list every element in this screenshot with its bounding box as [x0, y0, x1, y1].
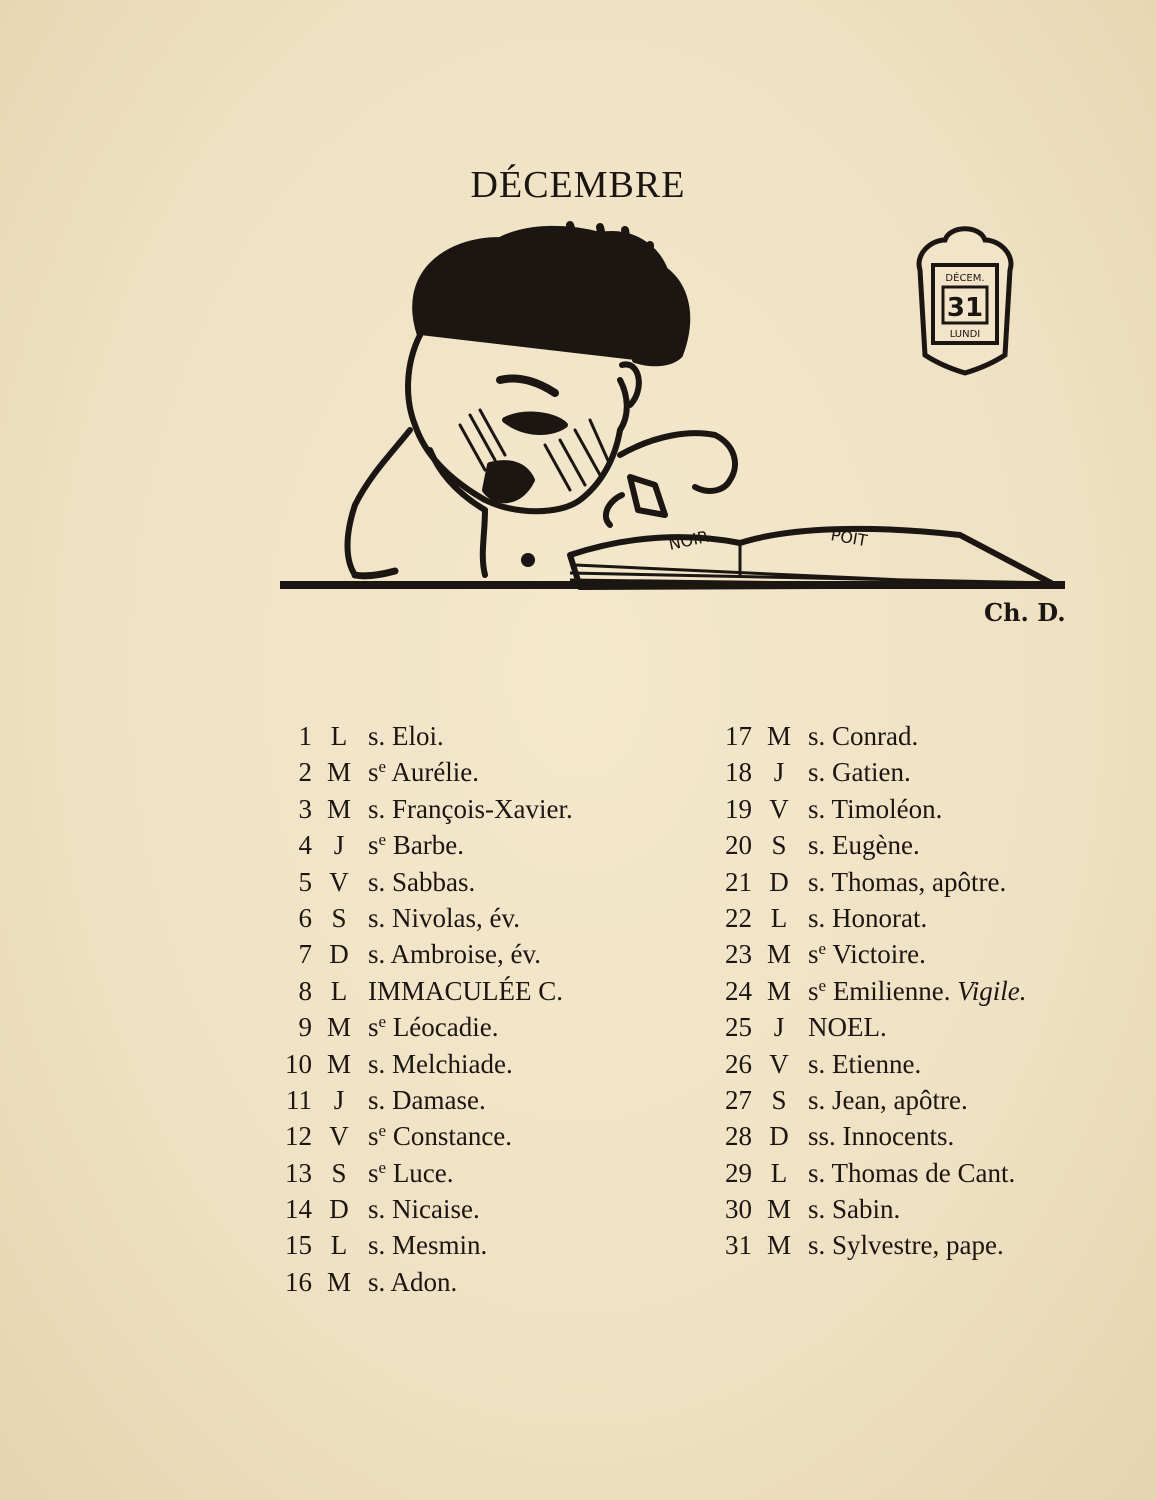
saint-name [808, 754, 911, 790]
saint-name [808, 1118, 954, 1154]
day-number: 19 [725, 793, 752, 824]
saint-label: Victoire. [832, 939, 926, 970]
saint-label: Aurélie. [391, 757, 480, 788]
saint-name [808, 827, 920, 863]
saint-prefix: s. [368, 939, 386, 970]
saint-label: Sabbas. [392, 866, 476, 897]
saint-name [368, 1155, 454, 1191]
saint-label: Honorat. [832, 902, 928, 933]
weekday-letter: D [769, 1121, 789, 1152]
saint-prefix: ss. [808, 1121, 836, 1152]
day-number: 16 [285, 1266, 312, 1297]
saint-prefix: s. [808, 793, 826, 824]
saint-label: Barbe. [392, 830, 465, 861]
saint-prefix: s. [808, 1084, 826, 1115]
saint-label: Mesmin. [392, 1230, 488, 1261]
saint-name [808, 1155, 1015, 1191]
saint-prefix: s. [808, 757, 826, 788]
saint-name [368, 827, 464, 863]
saint-name [368, 1264, 457, 1300]
saint-label: Thomas de Cant. [831, 1157, 1016, 1188]
weekday-letter: D [769, 866, 789, 897]
saint-prefix: s. [808, 1230, 826, 1261]
weekday-letter: L [770, 1157, 788, 1188]
day-number: 3 [298, 793, 312, 824]
saint-name [808, 1009, 887, 1045]
saint-name [808, 791, 942, 827]
saint-prefix: $s^e$ [368, 1121, 387, 1152]
vigil-note: Vigile. [957, 975, 1027, 1006]
day-number: 4 [298, 830, 312, 861]
wall-calendar-day: 31 [946, 293, 984, 323]
day-number: 6 [298, 902, 312, 933]
weekday-letter: L [330, 1230, 348, 1261]
weekday-letter: S [771, 1084, 787, 1115]
saint-label: Constance. [392, 1121, 513, 1152]
weekday-letter: V [329, 866, 349, 897]
saint-name [368, 900, 520, 936]
saint-name [368, 754, 479, 790]
weekday-letter: L [770, 902, 788, 933]
day-number: 29 [725, 1157, 752, 1188]
weekday-letter: D [329, 1194, 349, 1225]
page-title: DÉCEMBRE [470, 164, 686, 206]
saint-name [368, 1191, 480, 1227]
weekday-letter: J [773, 1012, 785, 1043]
saint-prefix: s. [368, 1230, 386, 1261]
saint-prefix: $s^e$ [368, 1157, 387, 1188]
book-right-text: POIT [829, 525, 869, 551]
saint-name [368, 718, 444, 754]
saint-name [368, 1046, 513, 1082]
saint-name [368, 1009, 499, 1045]
saint-prefix: $s^e$ [808, 975, 827, 1006]
saint-label: Luce. [392, 1157, 454, 1188]
saint-prefix: s. [808, 902, 826, 933]
saint-label: Damase. [392, 1084, 486, 1115]
day-number: 28 [725, 1121, 752, 1152]
saint-label: NOEL. [808, 1012, 887, 1043]
weekday-letter: M [766, 1194, 791, 1225]
weekday-letter: J [333, 1084, 345, 1115]
day-number: 18 [725, 757, 752, 788]
day-number: 14 [285, 1194, 312, 1225]
day-number: 7 [298, 939, 312, 970]
saint-label: Jean, apôtre. [832, 1084, 968, 1115]
day-number: 5 [298, 866, 312, 897]
saint-label: François-Xavier. [392, 793, 573, 824]
saint-prefix: s. [368, 902, 386, 933]
saint-label: Timoléon. [831, 793, 943, 824]
saint-prefix: $s^e$ [368, 830, 387, 861]
weekday-letter: D [329, 939, 349, 970]
saint-label: Innocents. [842, 1121, 955, 1152]
saint-name [808, 864, 1006, 900]
weekday-letter: J [773, 757, 785, 788]
saint-prefix: s. [808, 1048, 826, 1079]
day-number: 22 [725, 902, 752, 933]
saint-name [808, 1082, 968, 1118]
open-book [570, 525, 1055, 587]
day-number: 27 [725, 1084, 752, 1115]
day-number: 1 [298, 721, 312, 751]
weekday-letter: M [326, 793, 351, 824]
saint-label: IMMACULÉE C. [368, 975, 563, 1006]
day-number: 21 [725, 866, 752, 897]
day-list [0, 718, 1156, 1298]
reader-figure [348, 225, 736, 576]
day-number: 17 [725, 721, 752, 751]
day-number: 8 [298, 975, 312, 1006]
saint-prefix: $s^e$ [368, 1012, 387, 1043]
saint-prefix: s. [808, 866, 826, 897]
saint-label: Thomas, apôtre. [831, 866, 1007, 897]
saint-label: Etienne. [832, 1048, 922, 1079]
weekday-letter: M [766, 1230, 791, 1261]
weekday-letter: V [769, 1048, 789, 1079]
saint-label: Adon. [390, 1266, 458, 1297]
weekday-letter: J [333, 830, 345, 861]
day-number: 9 [298, 1012, 312, 1043]
saint-label: Gatien. [832, 757, 911, 788]
artist-signature: Ch. D. [984, 598, 1066, 627]
saint-prefix: s. [368, 1266, 386, 1297]
wall-calendar-weekday: LUNDI [949, 329, 981, 340]
day-number: 13 [285, 1157, 312, 1188]
saint-name [808, 936, 926, 972]
day-number: 15 [285, 1230, 312, 1261]
saint-label: Emilienne. [832, 975, 951, 1006]
weekday-letter: M [326, 1048, 351, 1079]
day-number: 12 [285, 1121, 312, 1152]
saint-prefix: s. [368, 866, 386, 897]
weekday-letter: M [766, 939, 791, 970]
saint-label: Nivolas, év. [392, 902, 520, 933]
saint-label: Melchiade. [392, 1048, 513, 1079]
day-number: 31 [725, 1230, 752, 1261]
weekday-letter: S [331, 1157, 347, 1188]
wall-calendar [919, 229, 1011, 373]
saint-label: Sabin. [832, 1194, 901, 1225]
day-number: 20 [725, 830, 752, 861]
saint-label: Eloi. [392, 721, 444, 751]
saint-name [808, 1191, 900, 1227]
weekday-letter: S [771, 830, 787, 861]
saint-name [368, 791, 573, 827]
book-left-text: NOIR [666, 526, 711, 554]
weekday-letter: L [330, 975, 348, 1006]
weekday-letter: M [326, 1266, 351, 1297]
day-number: 25 [725, 1012, 752, 1043]
saint-name [368, 1082, 486, 1118]
saint-name [808, 900, 927, 936]
weekday-letter: M [326, 757, 351, 788]
weekday-letter: V [329, 1121, 349, 1152]
day-number: 2 [298, 757, 312, 788]
day-number: 11 [286, 1084, 312, 1115]
saint-prefix: s. [808, 1194, 826, 1225]
saint-label: Ambroise, év. [390, 939, 541, 970]
wall-calendar-month: DÉCEM. [945, 273, 985, 284]
saint-prefix: s. [368, 1194, 386, 1225]
saint-prefix: s. [368, 793, 386, 824]
saint-name [368, 1227, 487, 1263]
weekday-letter: M [326, 1012, 351, 1043]
day-number: 10 [285, 1048, 312, 1079]
saint-prefix: $s^e$ [368, 757, 387, 788]
saint-name [808, 973, 1027, 1009]
saint-label: Sylvestre, pape. [832, 1230, 1004, 1261]
saint-name [368, 1118, 512, 1154]
day-number: 23 [725, 939, 752, 970]
weekday-letter: V [769, 793, 789, 824]
weekday-letter: L [330, 721, 348, 751]
saint-label: Léocadie. [392, 1012, 499, 1043]
saint-name [808, 1046, 921, 1082]
saint-prefix: s. [808, 721, 826, 751]
saint-name [368, 936, 541, 972]
saint-label: Eugène. [832, 830, 920, 861]
saint-name [808, 1227, 1004, 1263]
weekday-letter: S [331, 902, 347, 933]
saint-prefix: s. [808, 830, 826, 861]
saint-label: Conrad. [832, 721, 919, 751]
saint-prefix: s. [368, 1084, 386, 1115]
saint-prefix: s. [808, 1157, 826, 1188]
saint-prefix: s. [368, 1048, 386, 1079]
weekday-letter: M [766, 975, 791, 1006]
woodcut-illustration [270, 215, 1070, 635]
day-number: 26 [725, 1048, 752, 1079]
day-number: 30 [725, 1194, 752, 1225]
saint-name [808, 718, 918, 754]
saint-prefix: s. [368, 721, 386, 751]
saint-prefix: $s^e$ [808, 939, 827, 970]
day-number: 24 [725, 975, 752, 1006]
saint-name [368, 864, 475, 900]
saint-name [368, 973, 563, 1009]
weekday-letter: M [766, 721, 791, 751]
saint-label: Nicaise. [392, 1194, 480, 1225]
